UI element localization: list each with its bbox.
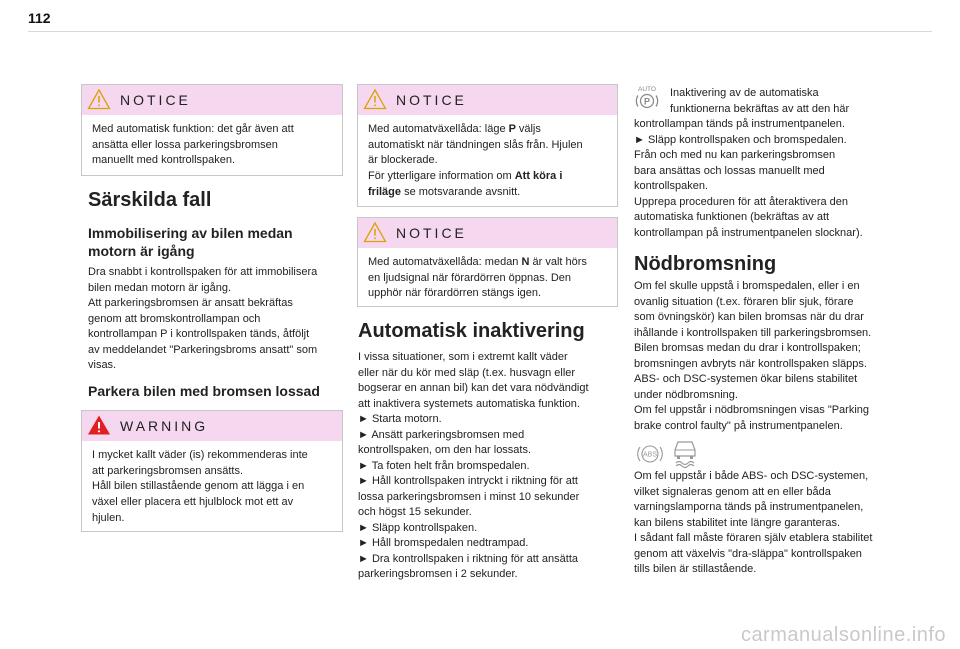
notice-title: NOTICE [396, 225, 467, 241]
notice-title: NOTICE [396, 92, 467, 108]
subheading-immobilisering: Immobilisering av bilen medan motorn är igång [88, 225, 293, 259]
page-number: 112 [28, 10, 51, 26]
section-heading: Särskilda fall [88, 189, 212, 211]
notice-header [358, 218, 617, 248]
warning-triangle-icon [87, 414, 111, 436]
notice-header [358, 85, 617, 115]
notice-text: Med automatväxellåda: läge P väljs automatiskt när tändningen slås från. Hjulen är blockerade. För ytterligare information om Att köra i friläge se motsvarande avsnitt. [368, 123, 583, 198]
warning-triangle-icon [363, 221, 387, 243]
svg-text:ABS: ABS [642, 451, 658, 459]
warning-triangle-icon [363, 88, 387, 110]
auto-parking-brake-icon [633, 84, 661, 112]
subheading-parkera: Parkera bilen med bromsen lossad [88, 383, 320, 399]
paragraph-abs-dsc: Om fel uppstår i både ABS- och DSC-systemen, vilket signaleras genom att en eller båda varningslamporna tänds på instrumentpanelen, kan bilens stabilitet inte längre garanteras. I sådant fall måste föraren själv etablera stabilitet genom att växelvis "dra-släppa" kontrollspaken tills bilen är stillastående. [634, 470, 873, 575]
svg-text:P: P [643, 96, 651, 107]
watermark: carmanualsonline.info [740, 624, 946, 646]
notice-header [82, 85, 342, 115]
paragraph-nodbromsning: Om fel skulle uppstå i bromspedalen, eller i en ovanlig situation (t.ex. föraren blir sjuk, förare som övningskör) kan bilen bromsas när du drar ihållande i kontrollspaken till parkeringsbromsen. Bilen bromsas medan du drar i kontrollspaken; bromsningen avbryts när kontrollspaken släpps. ABS- och DSC-systemen ökar bilens stabilitet under nödbromsning. Om fel uppstår i nödbromsningen visas "Parking brake control faulty" på instrumentpanelen. [634, 280, 872, 432]
notice-box [81, 84, 343, 176]
warning-box [81, 410, 343, 532]
dsc-warning-icon [670, 438, 700, 468]
header-rule [28, 31, 932, 32]
notice-box [357, 217, 618, 307]
warning-triangle-icon [87, 88, 111, 110]
paragraph-immobilisering: Dra snabbt i kontrollspaken för att immobilisera bilen medan motorn är igång. Att parkeringsbromsen är ansatt bekräftas genom att bromskontrollampan och kontrollampan P i kontrollspaken tänds, åtföljt av meddelandet "Parkeringsbroms ansatt" som visas. [88, 266, 318, 371]
section-heading: Automatisk inaktivering [358, 320, 585, 342]
paragraph-automatisk-inaktivering: I vissa situationer, som i extremt kallt väder eller när du kör med släp (t.ex. husvagn eller bogserar en annan bil) kan det vara nödvändigt att inaktivera systemets automatiska funktion. ► Starta motorn. ► Ansätt parkeringsbromsen med kontrollspaken, om den har lossats. ► Ta foten helt från bromspedalen. ► Håll kontrollspaken intryckt i riktning för att lossa parkeringsbromsen i minst 10 sekunder och högst 15 sekunder. ► Släpp kontrollspaken. ► Håll bromspedalen nedtrampad. ► Dra kontrollspaken i riktning för att ansätta parkeringsbromsen i 2 sekunder. [358, 351, 589, 580]
abs-warning-icon [636, 441, 664, 467]
notice-text: Med automatisk funktion: det går även att ansätta eller lossa parkeringsbromsen manuellt med kontrollspaken. [92, 123, 294, 167]
section-heading: Nödbromsning [634, 253, 777, 275]
paragraph-icon-text: Inaktivering av de automatiska funktionerna bekräftas av att den här [670, 87, 850, 115]
svg-text:AUTO: AUTO [638, 86, 656, 93]
warning-text: I mycket kallt väder (is) rekommenderas inte att parkeringsbromsen ansätts. Håll bilen stillastående genom att lägga i en växel eller placera ett hjulblock mot ett av hjulen. [92, 449, 308, 524]
notice-box [357, 84, 618, 207]
notice-title: NOTICE [120, 92, 191, 108]
notice-text: Med automatväxellåda: medan N är valt hörs en ljudsignal när förardörren öppnas. Den upphör när förardörren stängs igen. [368, 256, 587, 300]
warning-title: WARNING [120, 418, 209, 434]
paragraph-aterstall: kontrollampan tänds på instrumentpanelen. ► Släpp kontrollspaken och bromspedalen. Från och med nu kan parkeringsbromsen bara ansättas och lossas manuellt med kontrollspaken. Upprepa proceduren för att återaktivera den automatiska funktionen (bekräftas av att kontrollampan på instrumentpanelen slocknar). [634, 118, 863, 239]
warning-header [82, 411, 342, 441]
